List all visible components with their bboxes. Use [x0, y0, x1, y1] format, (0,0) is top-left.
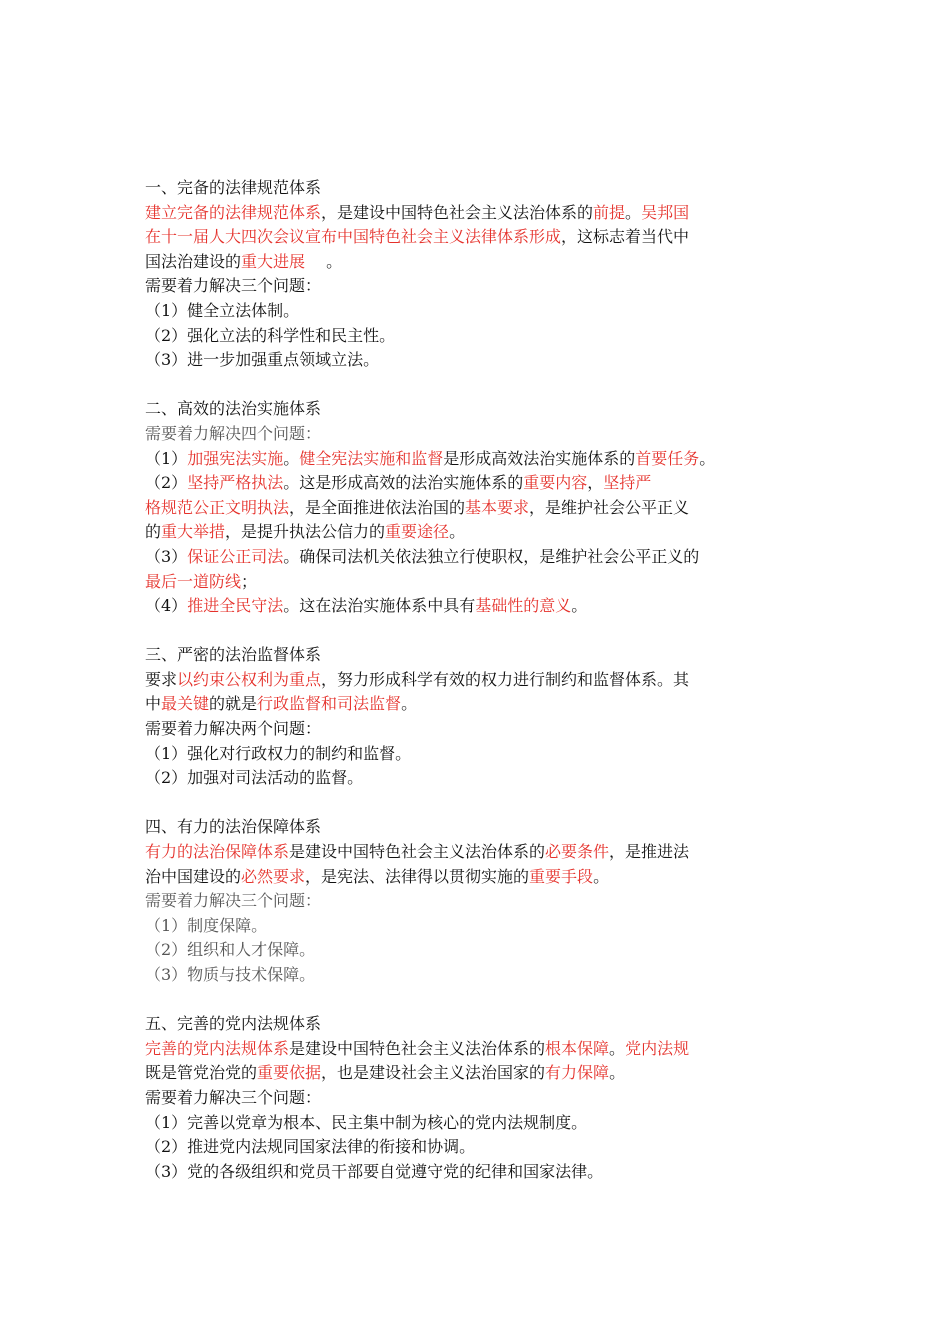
text-line [145, 668, 825, 693]
text-line [145, 594, 825, 619]
text-run: ，这标志着当代中 [561, 227, 690, 247]
highlighted-text: 有力保障 [545, 1063, 610, 1083]
text-run: 是形成高效法治实施体系的 [443, 448, 636, 468]
text-line [145, 324, 825, 349]
section-heading [145, 1012, 825, 1037]
text-run: ，是宪法、法律得以贯彻实施的 [305, 866, 530, 886]
text-run: ，是建设中国特色社会主义法治体系的 [321, 202, 594, 222]
text-run: 。 [609, 1038, 626, 1058]
text-line [145, 471, 825, 496]
document-body [145, 176, 825, 1184]
text-run: 的 [145, 522, 162, 542]
section-heading [145, 815, 825, 840]
text-line [145, 766, 825, 791]
text-line [145, 840, 825, 865]
text-run: ， [587, 473, 604, 493]
text-line [145, 496, 825, 521]
text-run: （1）制度保障。 [145, 915, 268, 935]
text-run: 。 [571, 596, 588, 616]
text-line [145, 742, 825, 767]
text-line [145, 1061, 825, 1086]
text-line [145, 1135, 825, 1160]
text-run: 。这在法治实施体系中具有 [283, 596, 476, 616]
highlighted-text: 重要途径 [385, 522, 450, 542]
section-heading [145, 397, 825, 422]
text-run: 。这是形成高效的法治实施体系的 [283, 473, 524, 493]
section-heading [145, 643, 825, 668]
highlighted-text: 重要手段 [529, 866, 594, 886]
text-run: 需要着力解决三个问题： [145, 891, 322, 911]
highlighted-text: 首要任务 [635, 448, 700, 468]
highlighted-text: 行政监督和司法监督 [257, 694, 402, 714]
section-heading [145, 176, 825, 201]
highlighted-text: 基本要求 [465, 497, 530, 517]
highlighted-text: 吴邦国 [641, 202, 690, 222]
text-run: （1） [145, 448, 188, 468]
highlighted-text: 重要内容 [523, 473, 588, 493]
text-run: 是建设中国特色社会主义法治体系的 [289, 842, 546, 862]
section-gap [145, 373, 825, 398]
text-run: （2）推进党内法规同国家法律的衔接和协调。 [145, 1137, 476, 1157]
text-run: 。 [625, 202, 642, 222]
highlighted-text: 基础性的意义 [475, 596, 572, 616]
text-run: 需要着力解决三个问题： [145, 276, 322, 296]
highlighted-text: 重大举措 [161, 522, 226, 542]
text-line [145, 1111, 825, 1136]
highlighted-text: 加强宪法实施 [187, 448, 284, 468]
highlighted-text: 以约束公权利为重点 [177, 669, 322, 689]
text-line [145, 348, 825, 373]
text-run: 要求 [145, 669, 178, 689]
text-run: ； [241, 571, 258, 591]
text-line [145, 914, 825, 939]
text-run: （2）加强对司法活动的监督。 [145, 768, 364, 788]
highlighted-text: 必要条件 [545, 842, 610, 862]
text-run: 三、严密的法治监督体系 [145, 645, 322, 665]
text-run: （3）党的各级组织和党员干部要自觉遵守党的纪律和国家法律。 [145, 1161, 604, 1181]
text-run: （1）健全立法体制。 [145, 300, 300, 320]
text-run: 中 [145, 694, 162, 714]
text-run: （1）强化对行政权力的制约和监督。 [145, 743, 412, 763]
section-2 [145, 397, 825, 618]
text-run: 。 [401, 694, 418, 714]
text-run: （2）组织和人才保障。 [145, 940, 316, 960]
text-run: 一、完备的法律规范体系 [145, 178, 322, 197]
text-line [145, 889, 825, 914]
section-gap [145, 988, 825, 1013]
text-run: 二、高效的法治实施体系 [145, 399, 322, 419]
highlighted-text: 重要依据 [257, 1063, 322, 1083]
text-line [145, 570, 825, 595]
text-run: 。 [283, 448, 300, 468]
highlighted-text: 格规范公正文明执法 [145, 497, 290, 517]
highlighted-text: 党内法规 [625, 1038, 690, 1058]
highlighted-text: 最后一道防线 [145, 571, 242, 591]
text-run: 是建设中国特色社会主义法治体系的 [289, 1038, 546, 1058]
highlighted-text: 在十一届人大四次会议宣布中国特色社会主义法律体系形成 [145, 227, 562, 247]
section-gap [145, 791, 825, 816]
text-run: 。 [609, 1063, 626, 1083]
text-line [145, 938, 825, 963]
highlighted-text: 坚持严格执法 [187, 473, 284, 493]
text-line [145, 520, 825, 545]
text-run: ，是全面推进依法治国的 [289, 497, 466, 517]
highlighted-text: 重大进展 [241, 251, 306, 271]
text-run: ，是推进法 [609, 842, 690, 862]
highlighted-text: 健全宪法实施和监督 [299, 448, 444, 468]
text-run: ，也是建设社会主义法治国家的 [321, 1063, 546, 1083]
section-1 [145, 176, 825, 373]
text-run: （3）物质与技术保障。 [145, 965, 316, 984]
text-line [145, 422, 825, 447]
text-run: 治中国建设的 [145, 866, 242, 886]
text-run: 既是管党治党的 [145, 1063, 258, 1083]
text-run: （2） [145, 473, 188, 493]
highlighted-text: 完善的党内法规体系 [145, 1038, 290, 1058]
text-run: （1）完善以党章为根本、民主集中制为核心的党内法规制度。 [145, 1112, 588, 1132]
text-line [145, 1086, 825, 1111]
text-line [145, 1160, 825, 1185]
text-run: 四、有力的法治保障体系 [145, 817, 322, 837]
highlighted-text: 有力的法治保障体系 [145, 842, 290, 862]
text-line [145, 250, 825, 275]
text-run: 。 [305, 251, 343, 271]
text-line [145, 865, 825, 890]
text-line [145, 299, 825, 324]
highlighted-text: 根本保障 [545, 1038, 610, 1058]
text-run: ，是维护社会公平正义 [529, 497, 690, 517]
text-line [145, 201, 825, 226]
text-run: 需要着力解决两个问题： [145, 719, 322, 739]
text-run: （3） [145, 546, 188, 566]
section-gap [145, 619, 825, 644]
text-run: 。 [593, 866, 610, 886]
text-line [145, 274, 825, 299]
text-line [145, 1037, 825, 1062]
highlighted-text: 保证公正司法 [187, 546, 284, 566]
highlighted-text: 前提 [593, 202, 626, 222]
text-run: 国法治建设的 [145, 251, 242, 271]
text-run: （3）进一步加强重点领域立法。 [145, 350, 380, 370]
text-line [145, 717, 825, 742]
text-run: 需要着力解决四个问题： [145, 423, 322, 443]
text-run: ，是提升执法公信力的 [225, 522, 386, 542]
highlighted-text: 必然要求 [241, 866, 306, 886]
text-run: 。 [699, 448, 716, 468]
text-line [145, 225, 825, 250]
text-run: ，努力形成科学有效的权力进行制约和监督体系。其 [321, 669, 690, 689]
text-run: （2）强化立法的科学性和民主性。 [145, 325, 396, 345]
highlighted-text: 推进全民守法 [187, 596, 284, 616]
text-run: 五、完善的党内法规体系 [145, 1014, 322, 1034]
text-line [145, 545, 825, 570]
text-run: 。确保司法机关依法独立行使职权，是维护社会公平正义的 [283, 546, 700, 566]
highlighted-text: 最关键 [161, 694, 210, 714]
highlighted-text: 坚持严 [603, 473, 652, 493]
text-run: （4） [145, 596, 188, 616]
text-line [145, 692, 825, 717]
text-run: 的就是 [209, 694, 258, 714]
section-4 [145, 815, 825, 987]
highlighted-text: 建立完备的法律规范体系 [145, 202, 322, 222]
text-line [145, 963, 825, 988]
text-run: 需要着力解决三个问题： [145, 1087, 322, 1107]
section-5 [145, 1012, 825, 1184]
text-line [145, 447, 825, 472]
text-run: 。 [449, 522, 466, 542]
section-3 [145, 643, 825, 791]
